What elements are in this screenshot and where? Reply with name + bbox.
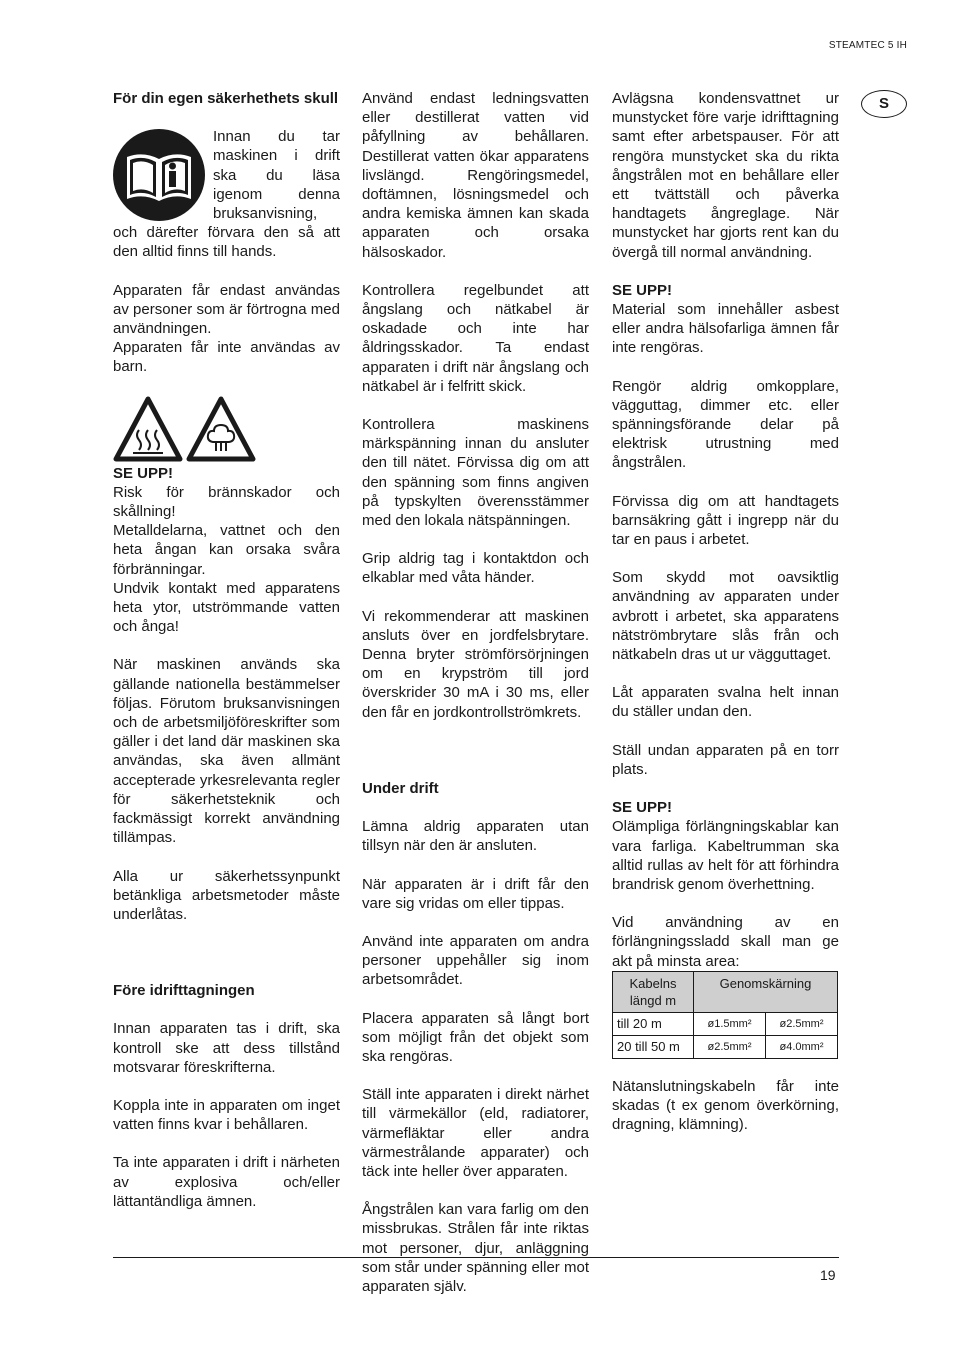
paragraph: Risk för brännskador och skållning! bbox=[113, 483, 340, 521]
paragraph: Låt apparaten svalna helt innan du ställer undan den. bbox=[612, 684, 839, 721]
warning-label: SE UPP! bbox=[612, 799, 673, 817]
paragraph: Rengör aldrig omkopplare, vägguttag, dimmer etc. eller spänningsförande delar på elektrisk utrustning med ångstrålen. bbox=[612, 377, 839, 472]
table-row bbox=[613, 1012, 838, 1035]
paragraph: Lämna aldrig apparaten utan tillsyn när den är ansluten. bbox=[362, 818, 589, 855]
paragraph: Ställ undan apparaten på en torr plats. bbox=[612, 741, 839, 778]
cell-section-a: ø1.5mm² bbox=[694, 1012, 766, 1035]
paragraph: Vi rekommenderar att maskinen ansluts över en jordfelsbrytare. Denna bryter strömförsörjningen om en krypström till jord överskrider 30 mA i 30 ms, eller den får en jordkontrollströmkrets. bbox=[362, 607, 589, 721]
language-badge: S bbox=[861, 90, 907, 118]
paragraph: Vid användning av en förlängningssladd skall man ge akt på minsta area: bbox=[612, 914, 839, 970]
paragraph: Ta inte apparaten i drift i närheten av explosiva och/eller lättantändliga ämnen. bbox=[113, 1154, 340, 1210]
paragraph: Använd endast ledningsvatten eller destillerat vatten vid påfyllning av behållaren. Destillerat vatten ökar apparatens livslängd. Rengöringsmedel, doftämnen, lösningsmedel och andra kemiska ämnen kan skada apparaten och orsaka hälsoskador. bbox=[362, 90, 589, 261]
table-row bbox=[613, 1035, 838, 1058]
paragraph: Avlägsna kondensvattnet ur munstycket före varje idrifttagning samt efter arbetspauser. För att rengöra munstycket ska du rikta ångstrålen mot en behållare eller ett tvättställ och påverka handtagets ångreglage. När munstycket har gjorts rent kan du övergå till normal användning. bbox=[612, 90, 839, 261]
paragraph: Nätanslutningskabeln får inte skadas (t ex genom överkörning, dragning, klämning). bbox=[612, 1077, 839, 1134]
warning-label: SE UPP! bbox=[113, 464, 174, 482]
paragraph: Material som innehåller asbest eller andra hälsofarliga ämnen får inte rengöras. bbox=[612, 301, 839, 357]
info-block bbox=[113, 127, 340, 261]
info-text: Innan du tar maskinen i drift ska du läsa igenom denna bruksanvisning, och därefter förvara den så att den alltid finns till hands. bbox=[113, 128, 340, 261]
paragraph: Som skydd mot oavsiktlig användning av apparaten under avbrott i arbetet, ska apparatens nätströmbrytare slås från och nätkabeln dras ut ur vägguttaget. bbox=[612, 569, 839, 664]
document-model: STEAMTEC 5 IH bbox=[828, 40, 907, 51]
warning-icons bbox=[113, 396, 340, 464]
paragraph: Grip aldrig tag i kontaktdon och elkablar med våta händer. bbox=[362, 550, 589, 587]
column-1 bbox=[113, 89, 340, 1230]
hot-surface-warning-icon bbox=[113, 396, 183, 462]
paragraph: Undvik kontakt med apparatens heta ytor, utströmmande vatten och ånga! bbox=[113, 579, 340, 636]
heading-during-operation: Under drift bbox=[362, 779, 439, 797]
paragraph: När maskinen används ska gällande nationella bestämmelser följas. Förutom bruksanvisningen och de arbetsmiljöföreskrifter som gäller i det land där maskinen ska användas, ska även allmänt accepterade yrkesrelevanta regler för säkerhetsteknik och fackmässigt korrekt användning tillämpas. bbox=[113, 656, 340, 847]
table-header-section: Genomskärning bbox=[694, 971, 838, 1012]
footer-divider bbox=[113, 1257, 839, 1258]
paragraph: Ställ inte apparaten i direkt närhet till värmekällor (eld, radiatorer, värmefläktar eller andra värmestrålande apparater) och täck inte heller över apparaten. bbox=[362, 1086, 589, 1180]
column-2 bbox=[362, 89, 589, 1315]
hot-steam-warning-icon bbox=[186, 396, 256, 462]
heading-before-start: Före idrifttagningen bbox=[113, 982, 255, 1000]
cell-length: 20 till 50 m bbox=[613, 1035, 694, 1058]
paragraph: Innan apparaten tas i drift, ska kontroll ske att dess tillstånd motsvarar föreskrifterna. bbox=[113, 1020, 340, 1076]
column-3 bbox=[612, 70, 839, 1153]
paragraph: Ångstrålen kan vara farlig om den missbrukas. Strålen får inte riktas mot personer, djur, anläggning som står under spänning eller mot apparaten själv. bbox=[362, 1201, 589, 1295]
heading-safety: För din egen säkerhethets skull bbox=[113, 90, 339, 107]
paragraph: Använd inte apparaten om andra personer uppehåller sig inom arbetsområdet. bbox=[362, 932, 589, 989]
paragraph: Metalldelarna, vattnet och den heta ångan kan orsaka svåra förbränningar. bbox=[113, 522, 340, 578]
paragraph: Kontrollera maskinens märkspänning innan du ansluter den till nätet. Förvissa dig om att den spänning som finns angiven på typskylten överensstämmer med den lokala nätspänningen. bbox=[362, 416, 589, 530]
cell-length: till 20 m bbox=[613, 1012, 694, 1035]
read-manual-icon bbox=[113, 129, 205, 221]
page-number: 19 bbox=[820, 1267, 836, 1283]
paragraph: Olämpliga förlängningskablar kan vara farliga. Kabeltrumman ska alltid rullas av helt för att förhindra brandrisk genom överhettning. bbox=[612, 818, 839, 893]
paragraph: Alla ur säkerhetssynpunkt betänkliga arbetsmetoder måste underlåtas. bbox=[113, 867, 340, 923]
warning-label: SE UPP! bbox=[612, 281, 673, 299]
cell-section-a: ø2.5mm² bbox=[694, 1035, 766, 1058]
cell-section-b: ø2.5mm² bbox=[766, 1012, 838, 1035]
paragraph: Apparaten får inte användas av barn. bbox=[113, 339, 340, 376]
paragraph: Förvissa dig om att handtagets barnsäkring gått i ingrepp när du tar en paus i arbetet. bbox=[612, 492, 839, 549]
paragraph: Koppla inte in apparaten om inget vatten finns kvar i behållaren. bbox=[113, 1096, 340, 1134]
cell-section-b: ø4.0mm² bbox=[766, 1035, 838, 1058]
table-header-length: Kabelns längd m bbox=[613, 971, 694, 1012]
paragraph: Kontrollera regelbundet att ångslang och nätkabel är oskadade och inte har åldringsskador. Ta endast apparaten i drift när ångslang och nätkabel är i felfritt skick. bbox=[362, 281, 589, 395]
paragraph: Apparaten får endast användas av personer som är förtrogna med användningen. bbox=[113, 281, 340, 338]
paragraph: När apparaten är i drift får den vare sig vridas om eller tippas. bbox=[362, 875, 589, 912]
cable-section-table bbox=[612, 971, 838, 1059]
paragraph: Placera apparaten så långt bort som möjligt från det objekt som ska rengöras. bbox=[362, 1009, 589, 1065]
